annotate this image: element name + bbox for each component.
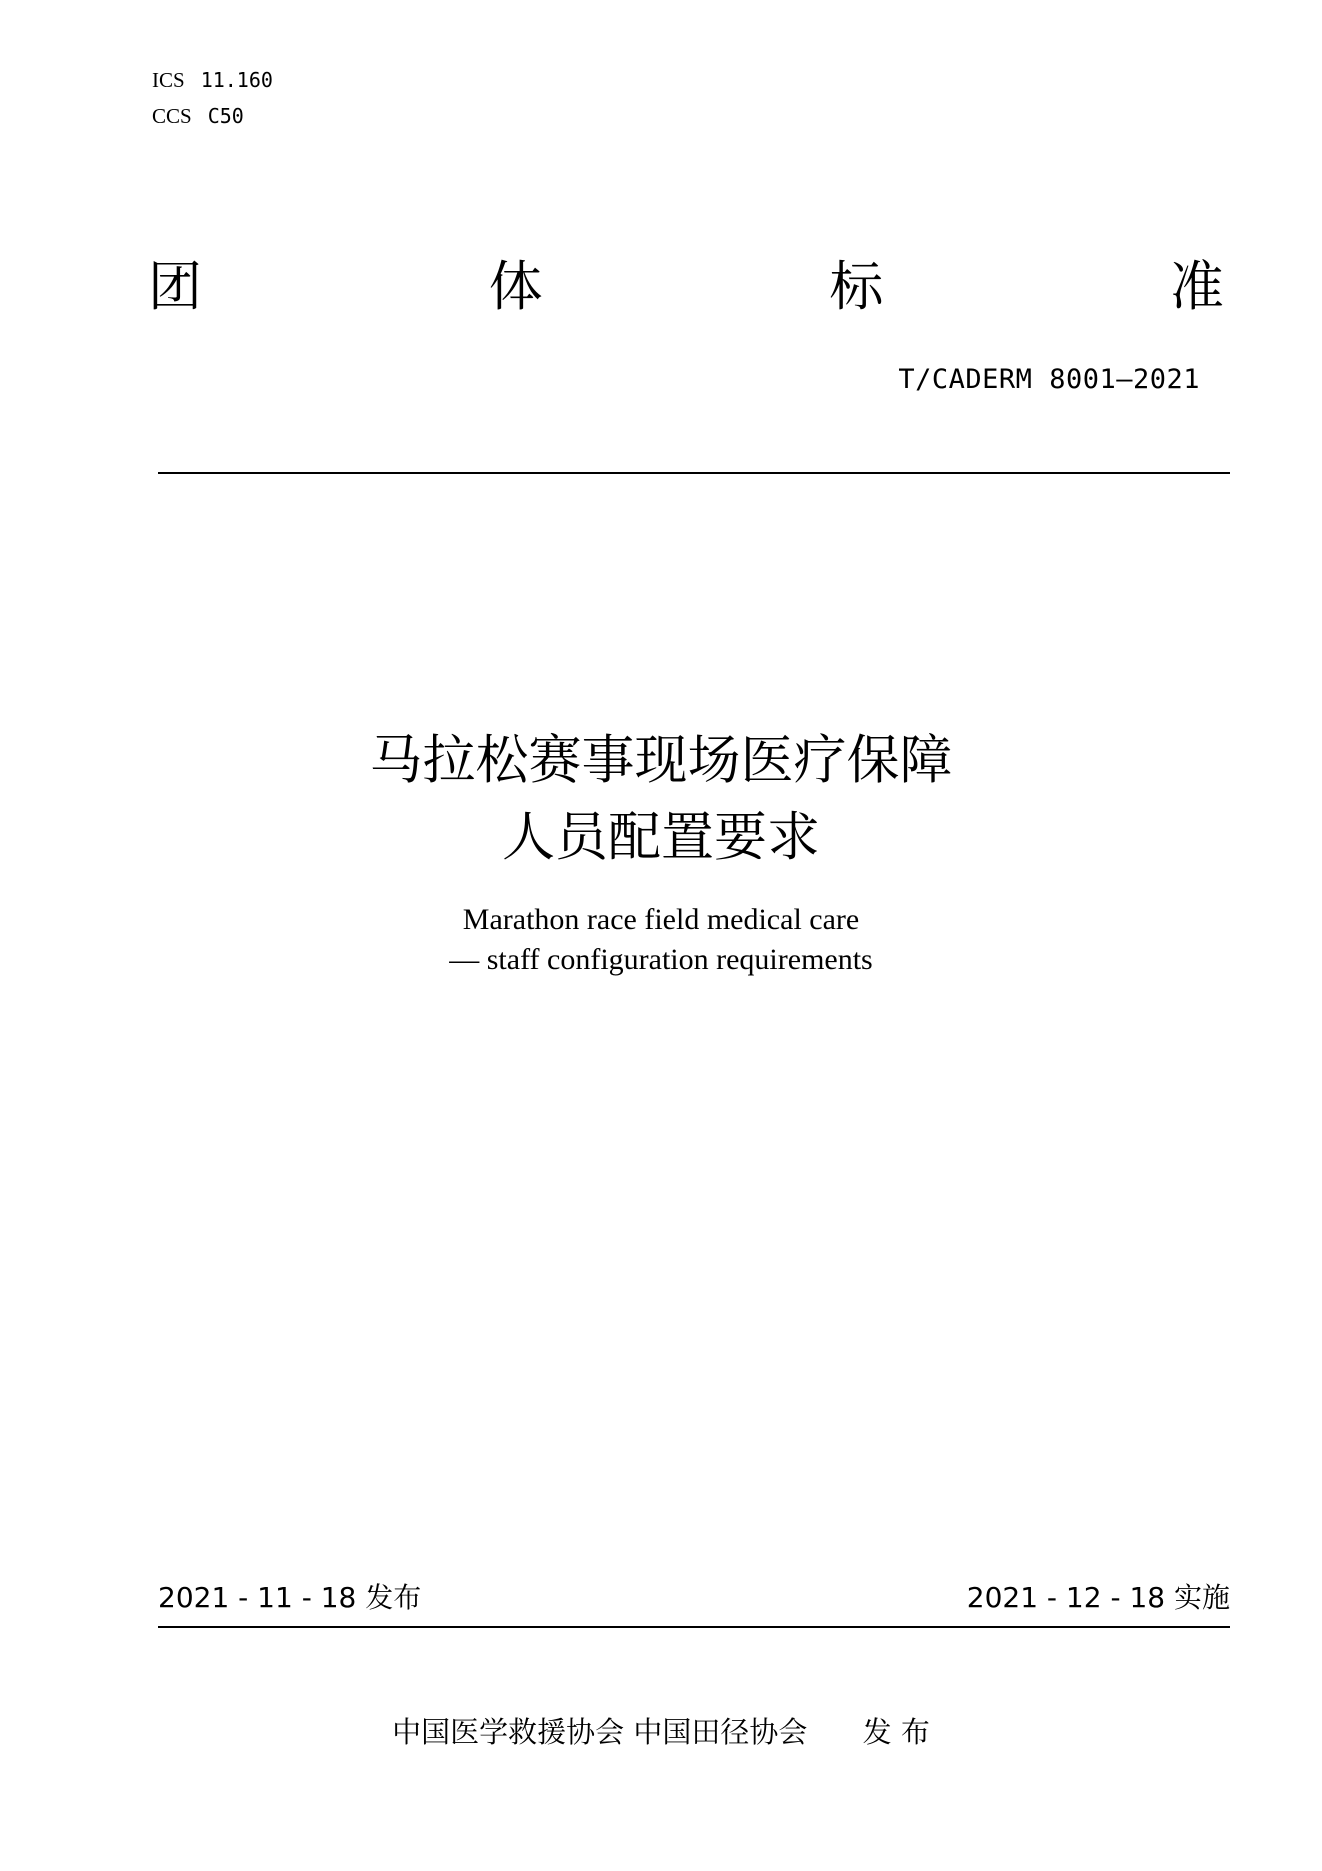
issue-date: 2021 - 11 - 18 发布 [158,1581,422,1614]
publisher-line: 中国医学救援协会 中国田径协会 发 布 [392,1715,930,1749]
ccs-row [152,98,273,134]
ics-label: ICS [152,68,185,92]
ics-row [152,62,273,98]
standard-type-char: 团 [148,255,202,318]
ccs-value: C50 [207,104,244,128]
english-title-line-1: Marathon race field medical care [462,903,860,936]
standard-type-char: 准 [1169,255,1224,318]
ccs-label: CCS [152,104,192,128]
chinese-title-line-1: 马拉松赛事现场医疗保障 [369,730,953,791]
top-divider [158,472,1230,474]
chinese-title-line-2: 人员配置要求 [502,807,820,868]
standard-number: T/CADERM 8001—2021 [898,364,1200,395]
standard-type-char: 标 [829,255,884,318]
english-title-line-2: — staff configuration requirements [449,943,873,976]
classification-codes [152,62,273,134]
effective-date: 2021 - 12 - 18 实施 [966,1581,1230,1614]
ics-value: 11.160 [200,68,273,92]
dates-row [158,1578,1230,1618]
english-title [0,900,1322,980]
standard-type-heading [148,252,1224,322]
standard-type-char: 体 [488,255,543,318]
bottom-divider [158,1626,1230,1628]
chinese-title [0,722,1322,876]
